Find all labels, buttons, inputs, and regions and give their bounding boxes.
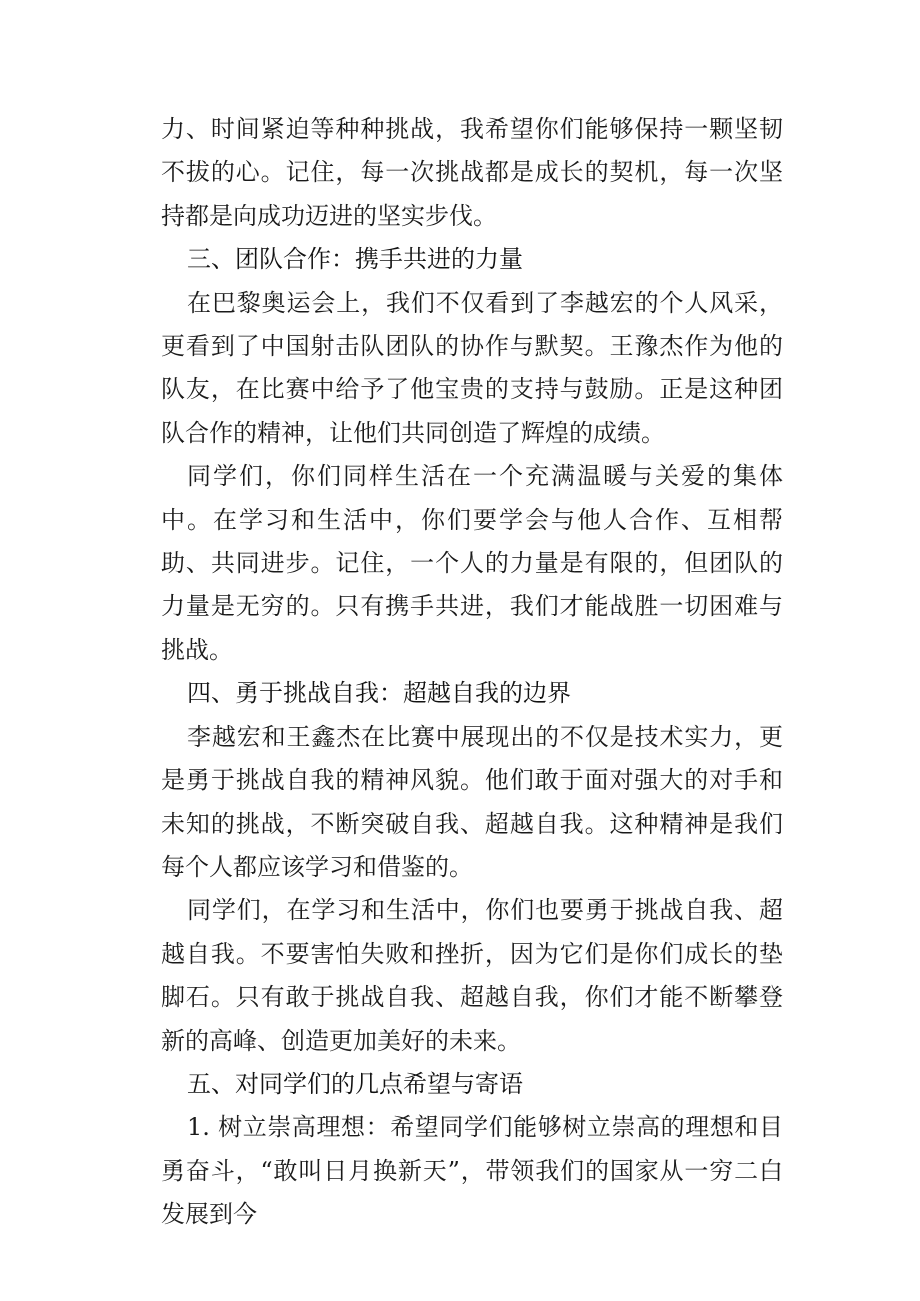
- document-body: [161, 108, 783, 1237]
- paragraph: 同学们，你们同样生活在一个充满温暖与关爱的集体中。在学习和生活中，你们要学会与他人合作、互相帮助、共同进步。记住，一个人的力量是有限的，但团队的力量是无穷的。只有携手共进，我们才能战胜一切困难与挑战。: [161, 462, 783, 664]
- section-heading-5: 五、对同学们的几点希望与寄语: [187, 1069, 523, 1098]
- paragraph: 在巴黎奥运会上，我们不仅看到了李越宏的个人风采，更看到了中国射击队团队的协作与默契。王豫杰作为他的队友，在比赛中给予了他宝贵的支持与鼓励。正是这种团队合作的精神，让他们共同创造了辉煌的成绩。: [161, 288, 783, 447]
- list-item-paragraph: 1. 树立崇高理想：希望同学们能够树立崇高的理想和目勇奋斗，“敢叫日月换新天”，带领我们的国家从一穷二白发展到今: [161, 1113, 783, 1229]
- paragraph: 李越宏和王鑫杰在比赛中展现出的不仅是技术实力，更是勇于挑战自我的精神风貌。他们敢于面对强大的对手和未知的挑战，不断突破自我、超越自我。这种精神是我们每个人都应该学习和借鉴的。: [161, 722, 783, 881]
- paragraph: 同学们，在学习和生活中，你们也要勇于挑战自我、超越自我。不要害怕失败和挫折，因为它们是你们成长的垫脚石。只有敢于挑战自我、超越自我，你们才能不断攀登新的高峰、创造更加美好的未来。: [161, 896, 783, 1055]
- section-heading-4: 四、勇于挑战自我：超越自我的边界: [187, 679, 571, 708]
- paragraph-continuation: 力、时间紧迫等种种挑战，我希望你们能够保持一颗坚韧不拔的心。记住，每一次挑战都是成长的契机，每一次坚持都是向成功迈进的坚实步伐。: [161, 115, 783, 230]
- section-heading-3: 三、团队合作：携手共进的力量: [187, 245, 523, 274]
